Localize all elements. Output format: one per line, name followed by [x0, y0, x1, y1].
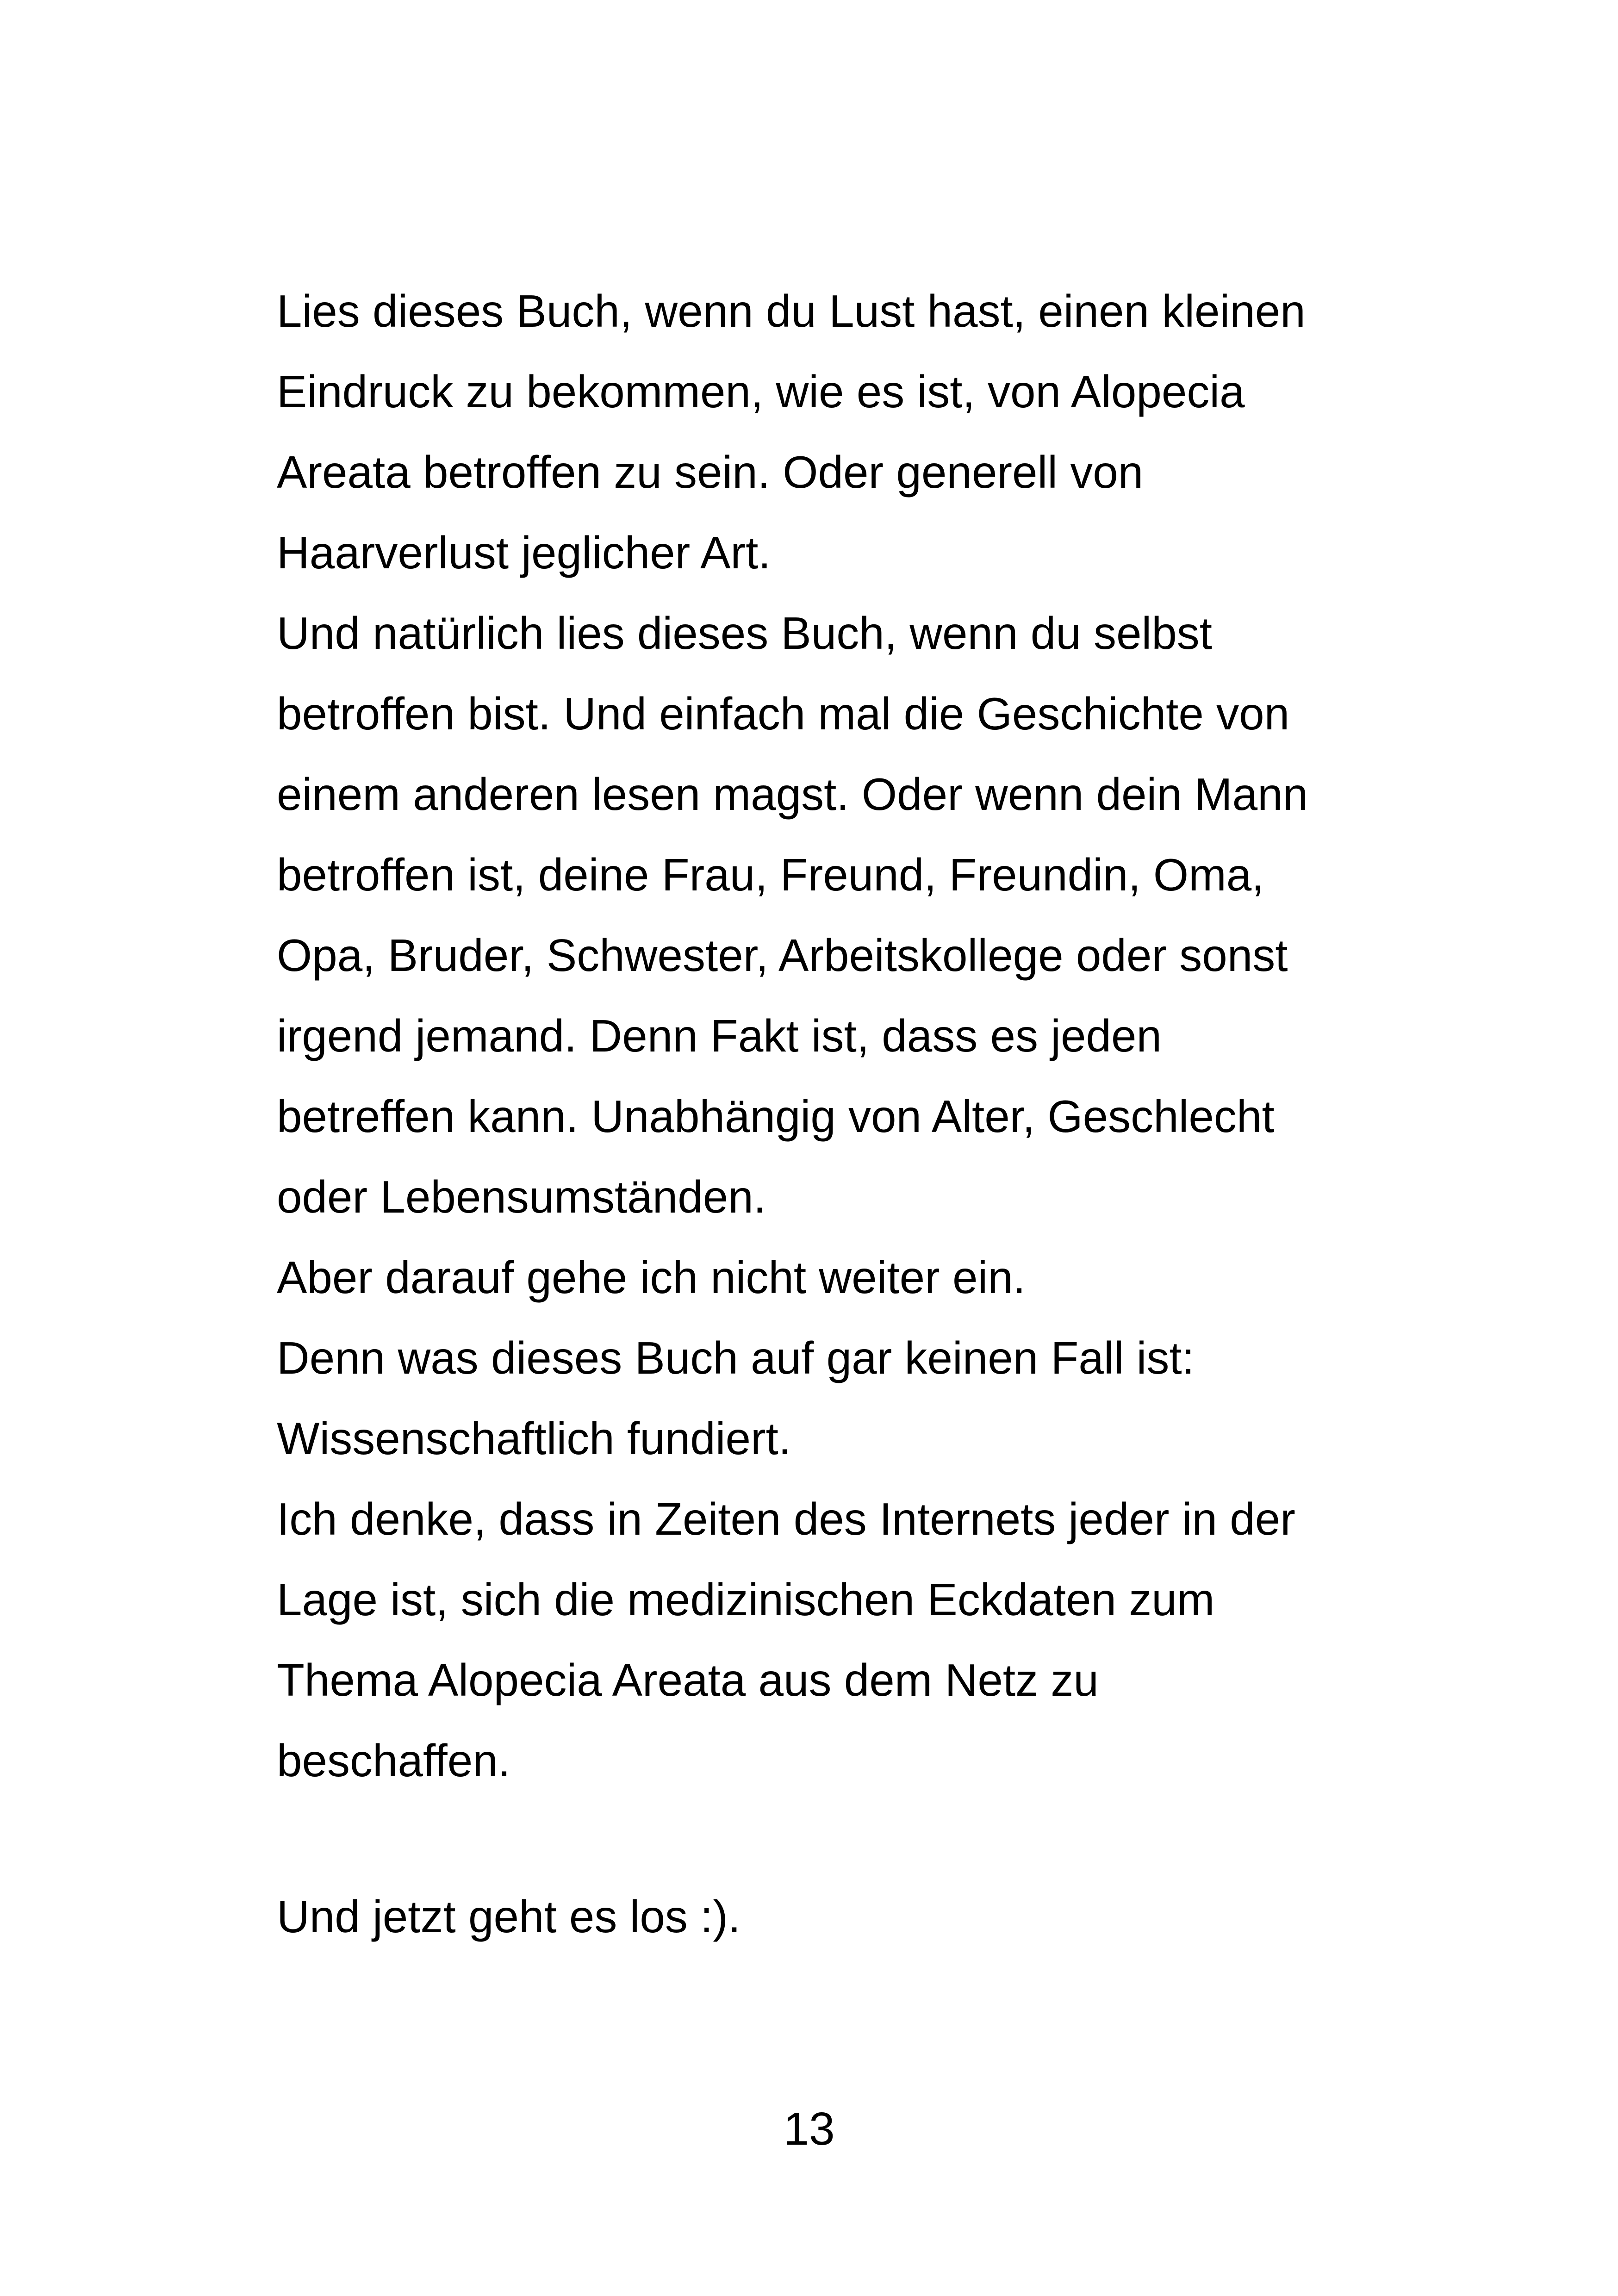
text-line: Thema Alopecia Areata aus dem Netz zu [277, 1655, 1099, 1705]
text-line: Ich denke, dass in Zeiten des Internets jeder in der [277, 1493, 1295, 1544]
text-line: Aber darauf gehe ich nicht weiter ein. [277, 1252, 1026, 1303]
text-line: Lies dieses Buch, wenn du Lust hast, einen kleinen [277, 286, 1306, 336]
text-line: einem anderen lesen magst. Oder wenn dein Mann [277, 769, 1308, 820]
text-line: irgend jemand. Denn Fakt ist, dass es jeden [277, 1010, 1162, 1061]
text-line: Wissenschaftlich fundiert. [277, 1413, 791, 1464]
text-line: Lage ist, sich die medizinischen Eckdaten zum [277, 1574, 1215, 1625]
body-text [277, 271, 1388, 1801]
text-line: betroffen ist, deine Frau, Freund, Freundin, Oma, [277, 849, 1264, 900]
text-line: Eindruck zu bekommen, wie es ist, von Alopecia [277, 366, 1245, 417]
text-line: betreffen kann. Unabhängig von Alter, Geschlecht [277, 1091, 1275, 1142]
text-line: beschaffen. [277, 1735, 510, 1786]
text-line: Denn was dieses Buch auf gar keinen Fall ist: [277, 1332, 1195, 1383]
text-line: Und natürlich lies dieses Buch, wenn du selbst [277, 608, 1213, 659]
page-number: 13 [783, 2103, 835, 2155]
text-line: betroffen bist. Und einfach mal die Geschichte von [277, 688, 1290, 739]
closing-line: Und jetzt geht es los :). [277, 1891, 741, 1942]
text-line: Opa, Bruder, Schwester, Arbeitskollege oder sonst [277, 930, 1288, 981]
text-line: Haarverlust jeglicher Art. [277, 527, 771, 578]
text-line: Areata betroffen zu sein. Oder generell von [277, 447, 1144, 498]
text-line: oder Lebensumständen. [277, 1171, 766, 1222]
